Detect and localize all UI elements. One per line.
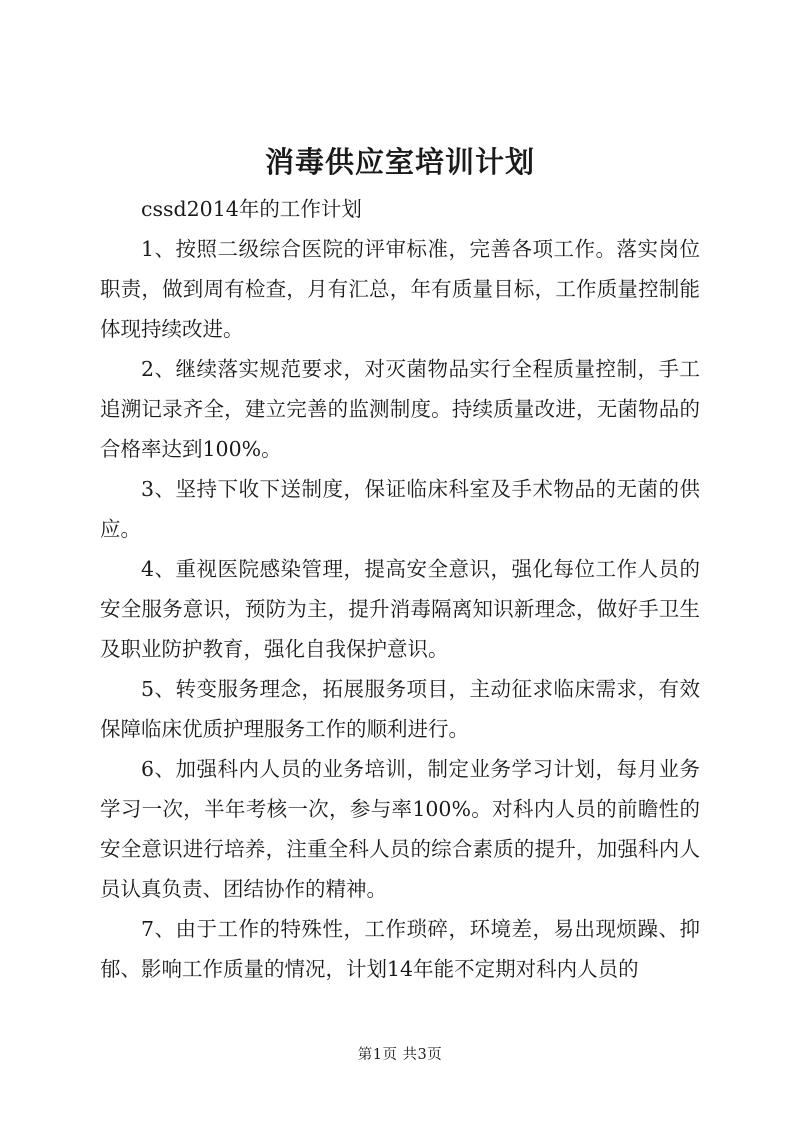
document-title: 消毒供应室培训计划 (264, 145, 535, 179)
paragraph-intro: cssd2014年的工作计划 (141, 197, 362, 221)
document-body (100, 189, 700, 989)
paragraph-item-3: 3、坚持下收下送制度，保证临床科室及手术物品的无菌的供应。 (100, 477, 700, 541)
paragraph-item-7: 7、由于工作的特殊性，工作琐碎，环境差，易出现烦躁、抑郁、影响工作质量的情况，计划14年能不定期对科内人员的 (100, 917, 700, 981)
paragraph-item-4: 4、重视医院感染管理，提高安全意识，强化每位工作人员的安全服务意识，预防为主，提升消毒隔离知识新理念，做好手卫生及职业防护教育，强化自我保护意识。 (100, 557, 700, 661)
page-number-footer: 第1页 共3页 (357, 1047, 443, 1063)
paragraph-item-2: 2、继续落实规范要求，对灭菌物品实行全程质量控制，手工追溯记录齐全，建立完善的监测制度。持续质量改进，无菌物品的合格率达到100%。 (100, 357, 700, 461)
paragraph-item-1: 1、按照二级综合医院的评审标准，完善各项工作。落实岗位职责，做到周有检查，月有汇总，年有质量目标，工作质量控制能体现持续改进。 (100, 237, 700, 341)
paragraph-item-6: 6、加强科内人员的业务培训，制定业务学习计划，每月业务学习一次，半年考核一次，参与率100%。对科内人员的前瞻性的安全意识进行培养，注重全科人员的综合素质的提升，加强科内人员认真负责、团结协作的精神。 (100, 757, 700, 901)
paragraph-item-5: 5、转变服务理念，拓展服务项目，主动征求临床需求，有效保障临床优质护理服务工作的顺利进行。 (100, 677, 700, 741)
